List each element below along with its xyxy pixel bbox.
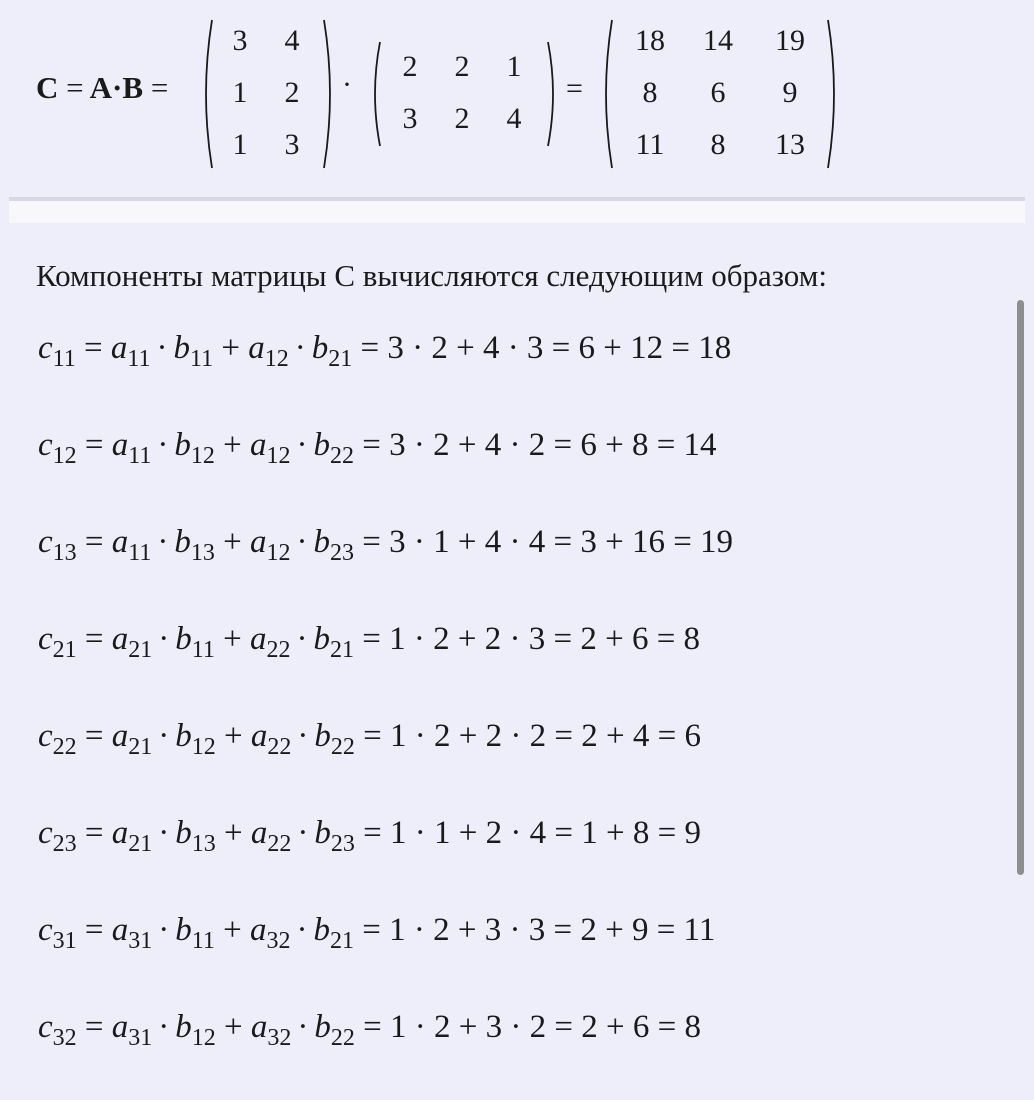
var-b: b [174,524,191,560]
dot: · [158,621,170,657]
dot: · [297,718,309,754]
dot: · [296,427,308,463]
var-c: c [38,912,53,948]
var-b: b [175,912,192,948]
eq: = [84,524,104,560]
index: 21 [52,637,77,663]
var-b: b [313,621,331,657]
dot: · [158,815,170,851]
index: 21 [128,831,153,857]
matrix-cell: 9 [782,76,798,109]
equals-sign: = [566,72,583,105]
matrix-cell: 2 [402,50,418,83]
formula-line [38,815,701,857]
plus: + [224,718,243,754]
dot: · [158,912,170,948]
dot: · [296,524,308,560]
eq: = [84,427,104,463]
matrix-cell: 19 [775,24,805,57]
var-c: c [38,1009,53,1045]
var-a: a [250,718,268,754]
matrix-cell: 3 [284,128,300,161]
index: 11 [191,637,215,663]
var-b: b [174,427,191,463]
index: 11 [191,928,215,954]
formula-rhs: = 1 · 1 + 2 · 4 = 1 + 8 = 9 [363,815,701,851]
scrollbar[interactable] [1017,300,1024,875]
plus: + [223,427,242,463]
var-c: c [38,524,53,560]
equation-label [36,70,168,106]
var-c: c [38,427,53,463]
var-a: a [250,427,267,463]
index: 22 [330,734,355,760]
index: 22 [330,443,355,469]
var-b: b [313,524,331,560]
matrix-cell: 4 [284,24,300,57]
matrix-cell: 18 [635,24,665,57]
var-a: a [111,815,129,851]
formula-line [38,1009,701,1051]
var-a: a [111,718,129,754]
plus: + [223,524,242,560]
dot: · [157,524,169,560]
var-b: b [311,330,329,366]
formula-line [38,524,734,566]
dot: · [156,330,168,366]
var-b: b [175,1009,192,1045]
var-b: b [313,427,331,463]
dot: · [158,1009,170,1045]
dot: · [296,912,308,948]
index: 23 [52,831,77,857]
var-b: b [175,621,192,657]
index: 11 [128,443,152,469]
matrix-a-brackets [198,14,338,174]
matrix-cell: 11 [635,128,665,161]
matrix-cell: 1 [232,128,248,161]
formula-rhs: = 1 · 2 + 2 · 3 = 2 + 6 = 8 [362,621,701,657]
index: 11 [190,346,214,372]
index: 12 [190,443,215,469]
matrix-cell: 3 [402,102,418,135]
formula-line [38,718,701,760]
eq: = [84,912,104,948]
index: 31 [52,928,77,954]
matrix-a [198,14,338,174]
var-a: a [111,524,129,560]
var-b: b [175,718,192,754]
eq: = [84,718,104,754]
matrix-cell: 3 [232,24,248,57]
index: 13 [190,540,215,566]
index: 12 [52,443,77,469]
index: 31 [128,1025,153,1051]
dot: · [297,1009,309,1045]
index: 13 [191,831,216,857]
var-a: a [250,1009,268,1045]
matrix-cell: 8 [642,76,658,109]
plus: + [224,815,243,851]
equals-sign: = [66,70,84,105]
index: 12 [191,734,216,760]
matrix-cell: 13 [775,128,805,161]
eq: = [84,815,104,851]
description-text: Компоненты матрицы C вычисляются следующим образом: [36,258,827,293]
matrix-cell: 1 [232,76,248,109]
plus: + [224,1009,243,1045]
index: 21 [330,928,355,954]
var-a: a [250,912,267,948]
matrix-ab-symbol: A·B [89,70,144,105]
formula-rhs: = 1 · 2 + 2 · 2 = 2 + 4 = 6 [363,718,701,754]
index: 23 [330,831,355,857]
index: 31 [128,928,153,954]
index: 32 [266,928,291,954]
var-a: a [111,427,129,463]
plus: + [221,330,240,366]
matrix-c [598,14,842,174]
plus: + [223,912,242,948]
index: 12 [266,443,291,469]
formula-rhs: = 3 · 1 + 4 · 4 = 3 + 16 = 19 [362,524,734,560]
matrix-cell: 2 [454,50,470,83]
formula-rhs: = 3 · 2 + 4 · 3 = 6 + 12 = 18 [360,330,732,366]
matrix-cell: 14 [703,24,733,57]
var-a: a [111,621,129,657]
var-c: c [38,621,53,657]
index: 21 [330,637,355,663]
plus: + [223,621,242,657]
var-b: b [313,912,331,948]
var-b: b [173,330,190,366]
var-b: b [314,718,331,754]
index: 22 [330,1025,355,1051]
formula-rhs: = 3 · 2 + 4 · 2 = 6 + 8 = 14 [362,427,717,463]
matrix-cell: 2 [284,76,300,109]
var-c: c [38,718,53,754]
var-b: b [314,815,331,851]
index: 22 [267,734,292,760]
section-divider [9,197,1025,223]
var-b: b [175,815,192,851]
formula-rhs: = 1 · 2 + 3 · 3 = 2 + 9 = 11 [362,912,716,948]
index: 22 [52,734,77,760]
matrix-cell: 4 [506,102,522,135]
matrix-c-symbol: C [36,70,59,105]
var-a: a [250,815,268,851]
var-a: a [111,912,129,948]
matrix-b [368,38,560,150]
formula-line [38,330,732,372]
multiply-dot: · [342,68,352,101]
eq: = [84,621,104,657]
matrix-cell: 8 [710,128,726,161]
dot: · [158,718,170,754]
dot: · [296,621,308,657]
matrix-cell: 6 [710,76,726,109]
var-a: a [248,330,265,366]
formula-line [38,427,717,469]
formula-line [38,912,716,954]
dot: · [297,815,309,851]
index: 12 [264,346,289,372]
eq: = [84,330,103,366]
formula-line [38,621,701,663]
var-a: a [111,1009,129,1045]
var-c: c [38,330,53,366]
index: 32 [267,1025,292,1051]
index: 32 [52,1025,77,1051]
eq: = [84,1009,104,1045]
matrix-cell: 1 [506,50,522,83]
index: 22 [266,637,291,663]
index: 21 [128,637,153,663]
var-a: a [250,524,267,560]
dot: · [157,427,169,463]
index: 22 [267,831,292,857]
dot: · [294,330,306,366]
index: 13 [52,540,77,566]
index: 11 [128,540,152,566]
index: 12 [266,540,291,566]
index: 21 [328,346,353,372]
var-b: b [314,1009,331,1045]
index: 12 [191,1025,216,1051]
index: 21 [128,734,153,760]
equals-sign: = [150,70,169,105]
var-a: a [110,330,128,366]
index: 11 [127,346,151,372]
index: 11 [52,346,76,372]
var-a: a [250,621,267,657]
index: 23 [330,540,355,566]
matrix-cell: 2 [454,102,470,135]
var-c: c [38,815,53,851]
formula-rhs: = 1 · 2 + 3 · 2 = 2 + 6 = 8 [363,1009,701,1045]
